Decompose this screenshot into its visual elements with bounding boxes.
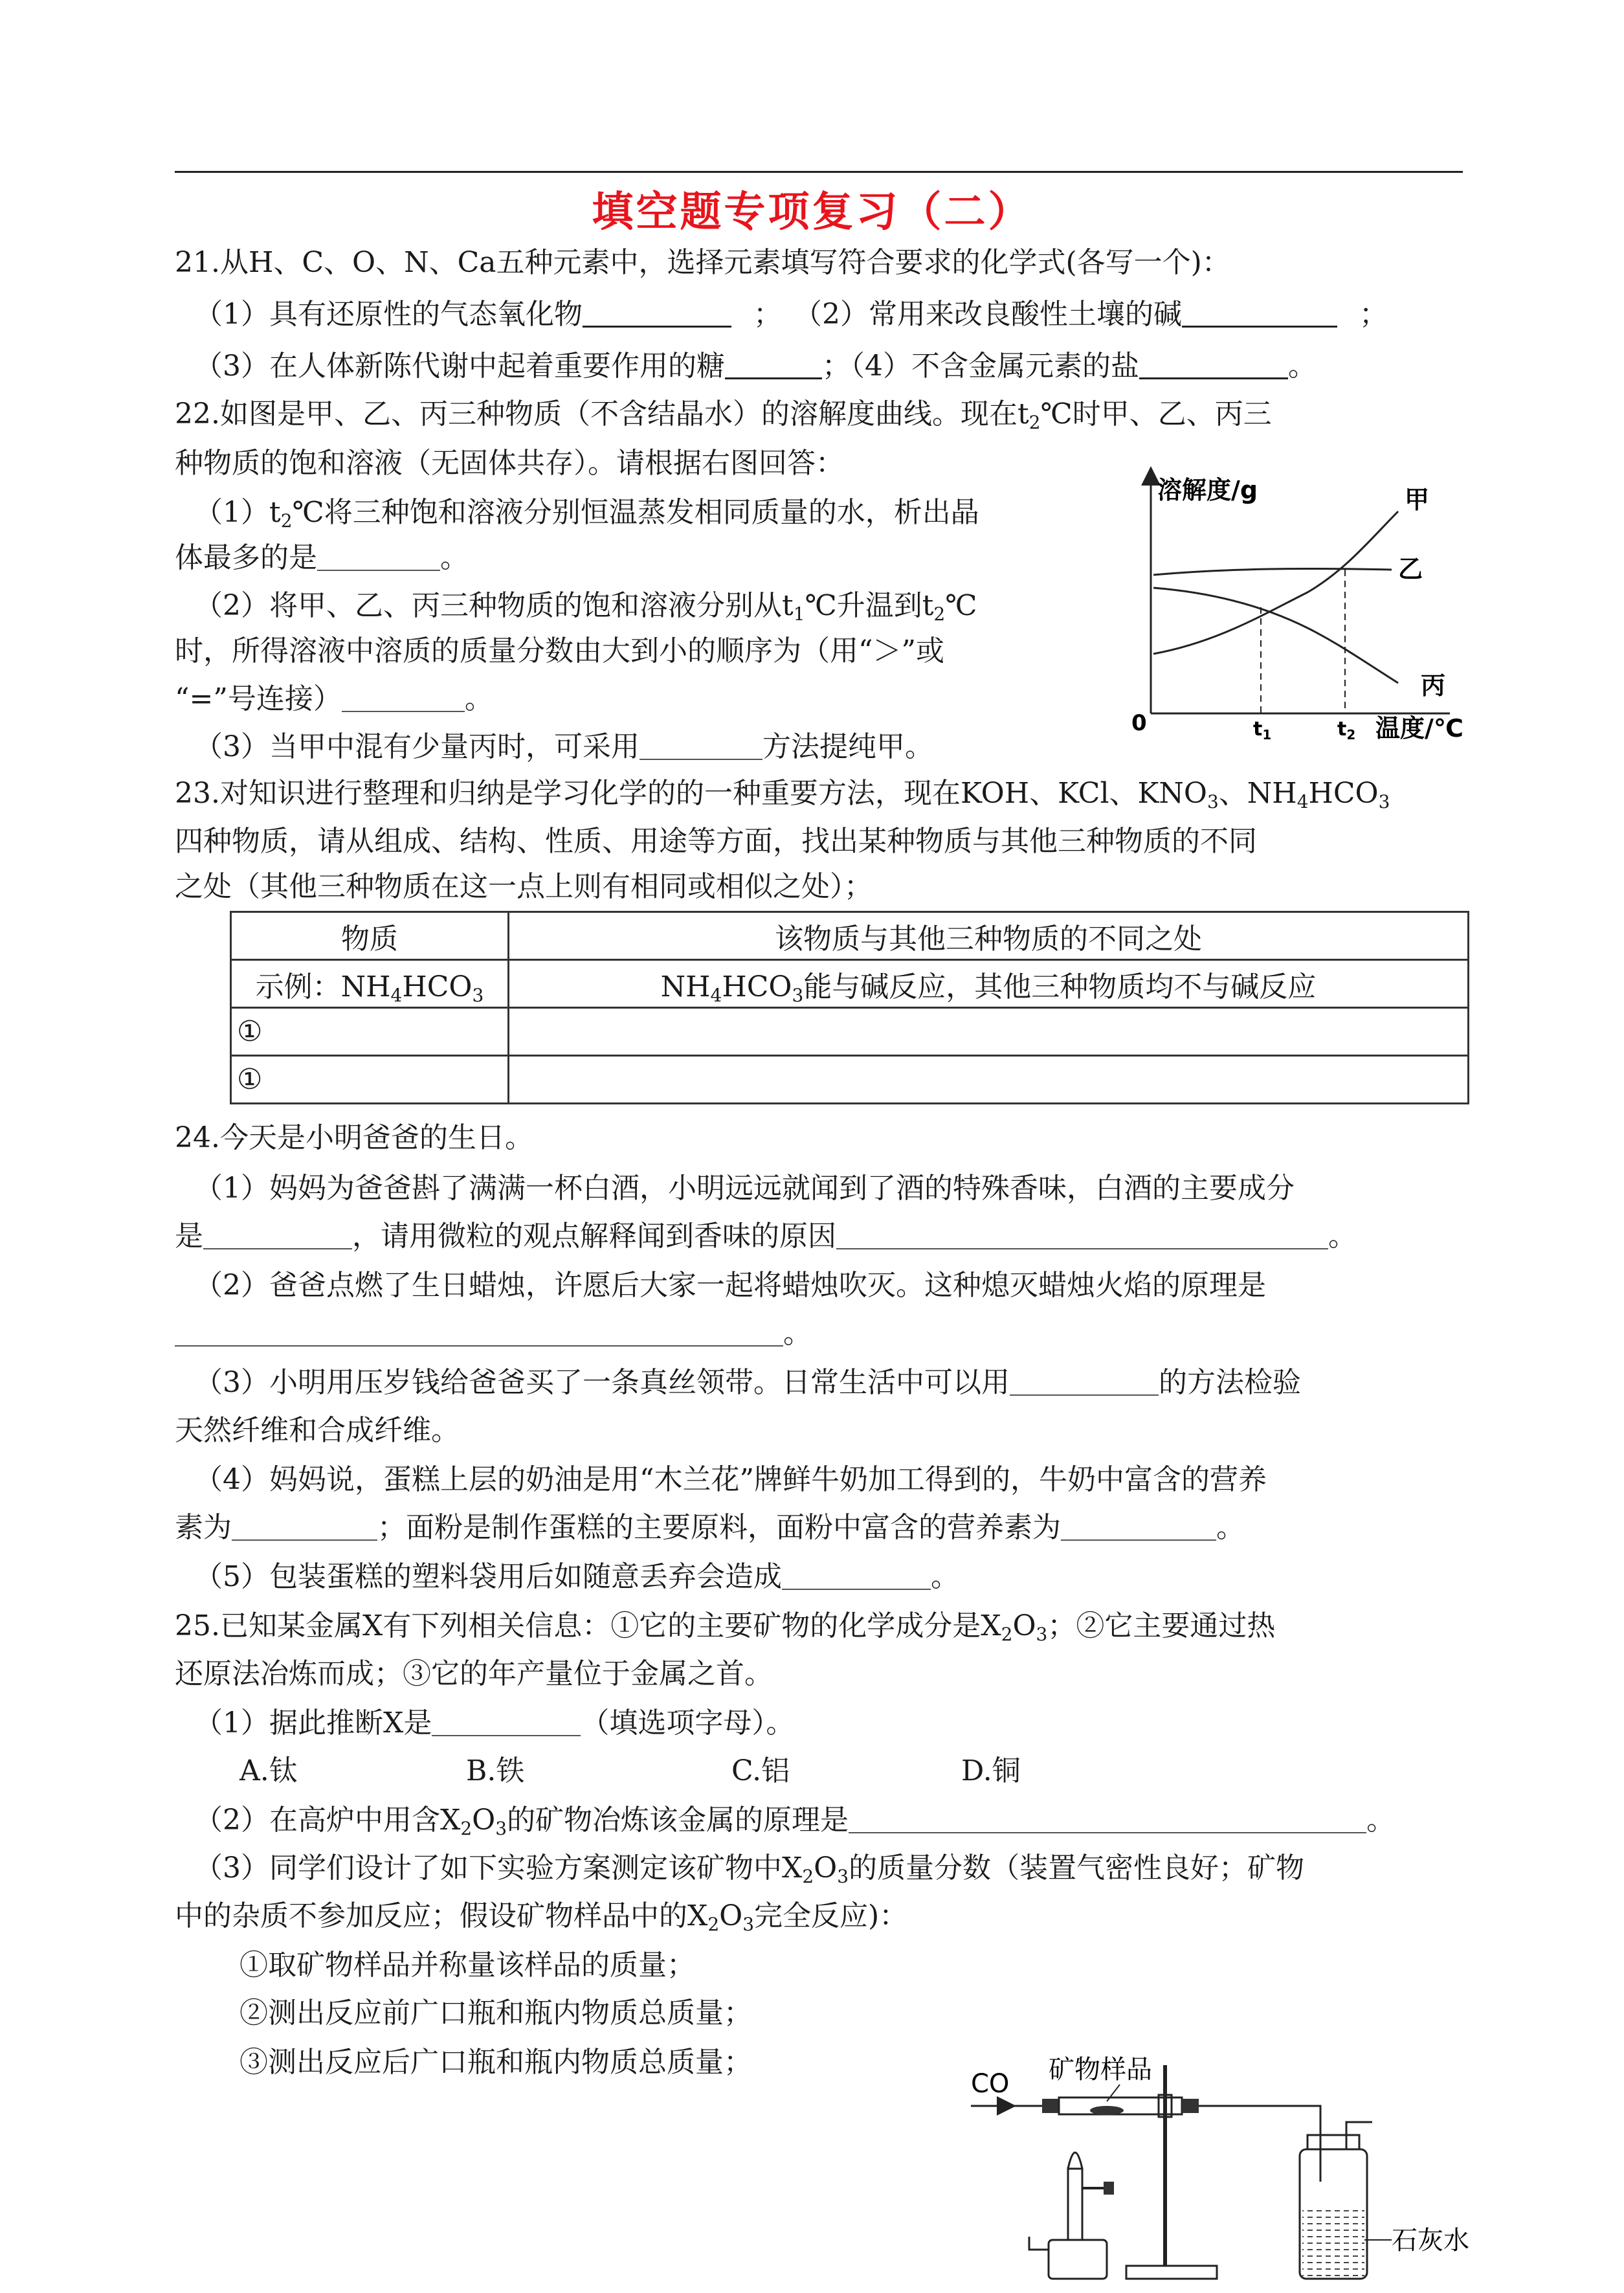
q21-stem: 21.从H、C、O、N、Ca五种元素中，选择元素填写符合要求的化学式(各写一个)： — [175, 246, 1230, 279]
q22-part2: （2）将甲、乙、丙三种物质的饱和溶液分别从$t_1℃$升温到$t_2℃$ — [194, 589, 977, 625]
table-cell: 示例：$NH_4HCO_3$ — [231, 960, 509, 1008]
q25-line2: 还原法冶炼而成；③它的年产量位于金属之首。 — [175, 1657, 773, 1690]
series-label-bing: 丙 — [1421, 671, 1446, 700]
burner-chimney — [1068, 2169, 1082, 2240]
stand-base — [1126, 2266, 1217, 2279]
option-a[interactable]: A.钛 — [239, 1754, 298, 1787]
answer-blank[interactable] — [232, 1511, 377, 1541]
q24-part3: （3）小明用压岁钱给爸爸买了一条真丝领带。日常生活中可以用 的方法检验 — [194, 1366, 1301, 1399]
series-label-jia: 甲 — [1405, 486, 1430, 514]
q24-part4-cont: 素为 ；面粉是制作蛋糕的主要原料，面粉中富含的营养素为 。 — [175, 1511, 1245, 1544]
answer-blank[interactable] — [1139, 349, 1288, 379]
q22-part1-cont: 体最多的是 。 — [175, 541, 469, 574]
q22-line2: 种物质的饱和溶液（无固体共存）。请根据右图回答： — [175, 447, 844, 480]
table-cell: ① — [231, 1056, 509, 1104]
page-title: 填空题专项复习（二） — [592, 188, 1032, 236]
q24-part3-cont: 天然纤维和合成纤维。 — [175, 1414, 460, 1447]
option-c[interactable]: C.铝 — [731, 1754, 790, 1787]
table-cell: $NH_4HCO_3$能与碱反应，其他三种物质均不与碱反应 — [509, 960, 1469, 1008]
table-row — [231, 1056, 1469, 1104]
q25-part3-cont: 中的杂质不参加反应；假设矿物样品中的$X_2O_3$完全反应)： — [175, 1899, 908, 1935]
co-label: CO — [971, 2069, 1010, 2099]
rubber-stopper-right — [1182, 2099, 1199, 2113]
y-axis-label: 溶解度/g — [1157, 476, 1258, 504]
q25-line1: 25.已知某金属X有下列相关信息：①它的主要矿物的化学成分是$X_2O_3$；②它主要通过热 — [175, 1609, 1276, 1645]
answer-blank[interactable] — [342, 682, 465, 712]
limewater-liquid — [1302, 2208, 1364, 2276]
solubility-graph — [1113, 466, 1476, 744]
answer-cell[interactable] — [509, 1008, 1469, 1056]
table-row — [231, 1008, 1469, 1056]
q22-line1: 22.如图是甲、乙、丙三种物质（不含结晶水）的溶解度曲线。现在$t_2℃$时甲、乙、丙三 — [175, 397, 1272, 433]
q24-part2: （2）爸爸点燃了生日蜡烛，许愿后大家一起将蜡烛吹灭。这种熄灭蜡烛火焰的原理是 — [194, 1269, 1266, 1302]
answer-blank[interactable] — [849, 1804, 1366, 1833]
q24-part2-cont: 。 — [175, 1314, 812, 1353]
q22-part1: $(1)t_2℃$将三种饱和溶液分别恒温蒸发相同质量的水，析出晶 — [194, 496, 979, 531]
table-header-cell: 该物质与其他三种物质的不同之处 — [509, 912, 1469, 960]
apparatus-diagram — [971, 2052, 1495, 2292]
tick-label-t2: $t_2$ — [1337, 718, 1356, 743]
rubber-stopper-left — [1042, 2099, 1059, 2113]
table-cell: ① — [231, 1008, 509, 1056]
answer-blank[interactable] — [782, 1560, 931, 1590]
q25-step3: ③测出反应后广口瓶和瓶内物质总质量； — [239, 2046, 752, 2079]
curve-yi — [1153, 568, 1392, 575]
curve-jia — [1153, 511, 1398, 654]
answer-blank[interactable] — [640, 730, 762, 760]
q23-line2: 四种物质，请从组成、结构、性质、用途等方面，找出某种物质与其他三种物质的不同 — [175, 825, 1257, 858]
curve-bing — [1153, 588, 1398, 683]
origin-label: 0 — [1131, 710, 1147, 736]
option-b[interactable]: B.铁 — [466, 1754, 525, 1787]
q21-line1: （1）具有还原性的气态氧化物 ； （2）常用来改良酸性土壤的碱 ； — [194, 298, 1388, 331]
q23-line1: 23.对知识进行整理和归纳是学习化学的的一种重要方法，现在KOH、KCl、$KNO_3$、$NH_4HCO_3$ — [175, 777, 1390, 812]
series-label-yi: 乙 — [1398, 555, 1423, 583]
answer-blank[interactable] — [203, 1220, 352, 1249]
ore-sample — [1090, 2106, 1124, 2115]
sample-label: 矿物样品 — [1049, 2055, 1152, 2085]
burner-valve-knob — [1104, 2182, 1114, 2195]
option-d[interactable]: D.铜 — [961, 1754, 1021, 1787]
limewater-label: 石灰水 — [1392, 2226, 1469, 2255]
x-axis-label: 温度/℃ — [1375, 714, 1463, 743]
q25-part1: （1）据此推断X是 （填选项字母）。 — [194, 1706, 795, 1739]
answer-blank[interactable] — [725, 349, 822, 379]
q25-options — [239, 1752, 1021, 1791]
q22-part3: （3）当甲中混有少量丙时，可采用 方法提纯甲。 — [194, 730, 933, 763]
answer-blank[interactable] — [317, 541, 440, 571]
answer-blank[interactable] — [1182, 297, 1337, 328]
burner-gas-inlet — [1029, 2237, 1049, 2250]
burner-flame — [1068, 2153, 1082, 2169]
q24-part1-cont: 是 ，请用微粒的观点解释闻到香味的原因 。 — [175, 1220, 1357, 1253]
q25-step1: ①取矿物样品并称量该样品的质量； — [239, 1949, 695, 1982]
table-header-row — [231, 912, 1469, 960]
tick-label-t1: $t_1$ — [1253, 718, 1272, 743]
q25-part2: （2）在高炉中用含$X_2O_3$的矿物冶炼该金属的原理是 。 — [194, 1804, 1396, 1839]
q22-part2-cont: 时，所得溶液中溶质的质量分数由大到小的顺序为（用“＞”或 — [175, 634, 944, 667]
label-pointer — [1107, 2085, 1120, 2101]
bottle-stopper — [1307, 2135, 1359, 2149]
header-rule — [175, 171, 1463, 173]
answer-blank[interactable] — [836, 1220, 1328, 1249]
answer-blank[interactable] — [175, 1317, 783, 1347]
burner-base — [1049, 2240, 1107, 2279]
q25-part3: （3）同学们设计了如下实验方案测定该矿物中$X_2O_3$的质量分数（装置气密性良好；矿物 — [194, 1851, 1305, 1887]
answer-blank[interactable] — [432, 1706, 581, 1736]
table-header-cell: 物质 — [231, 912, 509, 960]
table-row — [231, 960, 1469, 1008]
q24-stem: 24.今天是小明爸爸的生日。 — [175, 1121, 533, 1154]
q21-line2: （3）在人体新陈代谢中起着重要作用的糖 ；（4）不含金属元素的盐 。 — [194, 350, 1317, 383]
outlet-tube — [1199, 2106, 1320, 2182]
answer-blank[interactable] — [1010, 1366, 1159, 1396]
q25-step2: ②测出反应前广口瓶和瓶内物质总质量； — [239, 1997, 752, 2030]
comparison-table — [230, 911, 1469, 1104]
q24-part4: （4）妈妈说，蛋糕上层的奶油是用“木兰花”牌鲜牛奶加工得到的，牛奶中富含的营养 — [194, 1463, 1267, 1496]
answer-cell[interactable] — [509, 1056, 1469, 1104]
q23-line3: 之处（其他三种物质在这一点上则有相同或相似之处）； — [175, 870, 873, 903]
q24-part5: （5）包装蛋糕的塑料袋用后如随意丢弃会造成 。 — [194, 1560, 959, 1593]
answer-blank[interactable] — [583, 297, 731, 328]
q24-part1: （1）妈妈为爸爸斟了满满一杯白酒，小明远远就闻到了酒的特殊香味，白酒的主要成分 — [194, 1172, 1295, 1205]
answer-blank[interactable] — [1061, 1511, 1216, 1541]
q22-part2-cont2: “=”号连接） 。 — [175, 682, 493, 715]
